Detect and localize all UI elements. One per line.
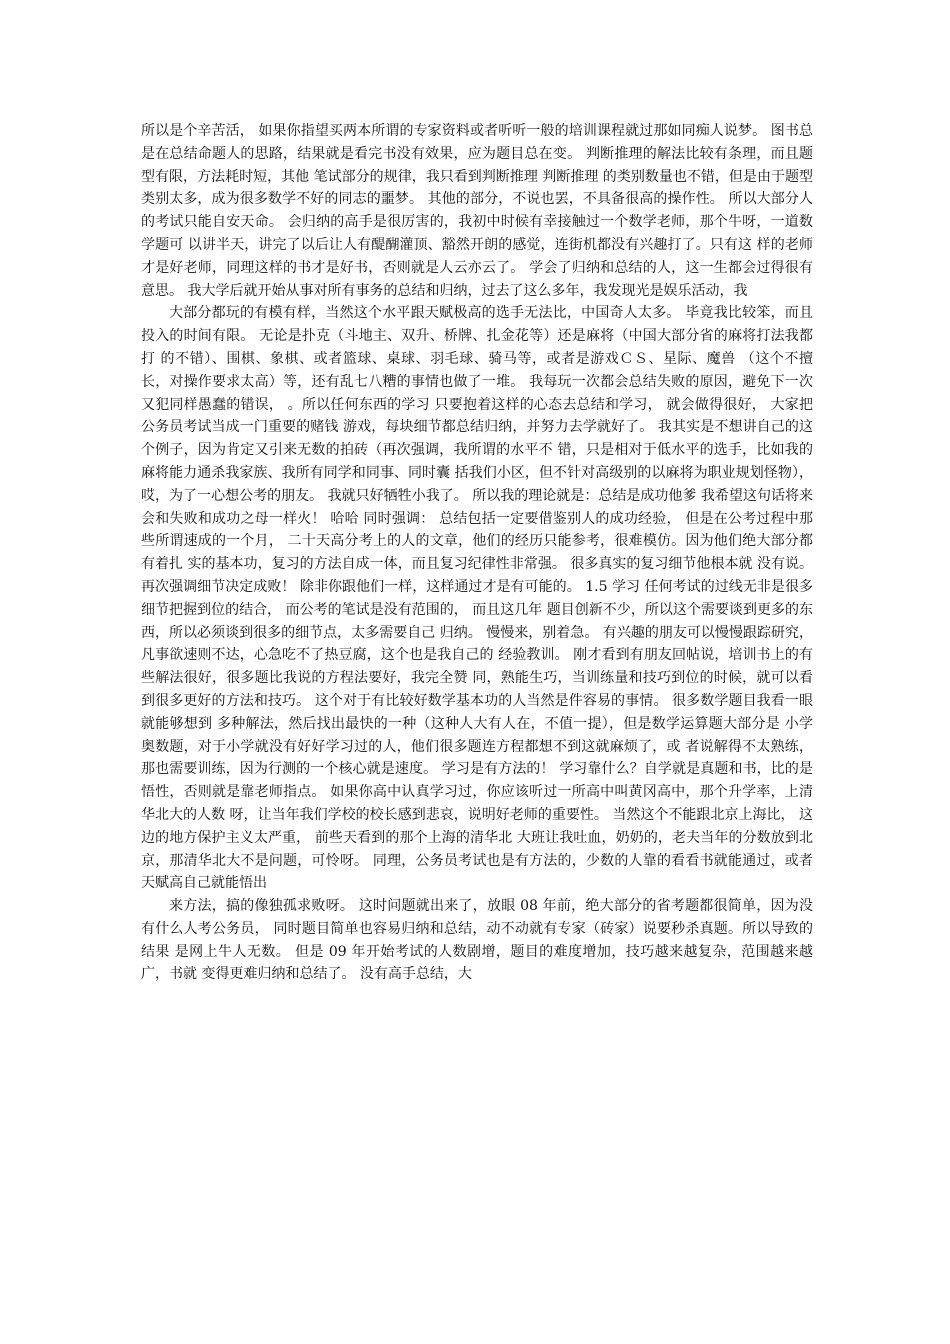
paragraph-1: 所以是个辛苦活， 如果你指望买两本所谓的专家资料或者听听一般的培训课程就过那如同痴人说梦。 图书总是在总结命题人的思路，结果就是看完书没有效果，应为题目总在变。 判断推理的解法比较有条理，而且题型有限，方法耗时短，其他 笔试部分的规律，我只看到判断推理 判断推理 的类别数量也不错，但是由于题型类别太多，成为很多数学不好的同志的噩梦。 其他的部分，不说也罢，不具备很高的操作性。 所以大部分人的考试只能自安天命。 会归纳的高手是很厉害的，我初中时候有幸接触过一个数学老师，那个牛呀，一道数学题可 以讲半天，讲完了以后让人有醍醐灌顶、豁然开朗的感觉，连街机都没有兴趣打了。只有这 样的老师才是好老师，同理这样的书才是好书，否则就是人云亦云了。 学会了归纳和总结的人，这一生都会过得很有意思。 我大学后就开始从事对所有事务的总结和归纳，过去了这么多年，我发现光是娱乐活动，我	[141, 123, 813, 299]
document-body	[141, 120, 813, 986]
paragraph-2: 大部分都玩的有模有样，当然这个水平跟天赋极高的选手无法比，中国奇人太多。 毕竟我比较笨，而且投入的时间有限。 无论是扑克（斗地主、双升、桥牌、扎金花等）还是麻将（中国大部分省的麻将打法我都打 的不错）、围棋、象棋、或者篮球、桌球、羽毛球、骑马等，或者是游戏ＣＳ、星际、魔兽 （这个不擅长，对操作要求太高）等，还有乱七八糟的事情也做了一堆。 我每玩一次都会总结失败的原因，避免下一次又犯同样愚蠢的错误， 。所以任何东西的学习 只要抱着这样的心态去总结和学习， 就会做得很好， 大家把公务员考试当成一门重要的赌钱 游戏，每块细节都总结归纳，并努力去学就好了。 我其实是不想讲自己的这个例子，因为肯定又引来无数的拍砖（再次强调，我所谓的水平不 错，只是相对于低水平的选手，比如我的麻将能力通杀我家族、我所有同学和同事、同时囊 括我们小区，但不针对高级别的以麻将为职业规划怪物），哎，为了一心想公考的朋友。 我就只好牺牲小我了。 所以我的理论就是：总结是成功他爹 我希望这句话将来会和失败和成功之母一样火！ 哈哈 同时强调： 总结包括一定要借鉴别人的成功经验， 但是在公考过程中那些所谓速成的一个月， 二十天高分考上的人的文章，他们的经历只能参考，很难模仿。因为他们绝大部分都有着扎 实的基本功，复习的方法自成一体，而且复习纪律性非常强。 很多真实的复习细节他根本就 没有说。 再次强调细节决定成败！ 除非你跟他们一样，这样通过才是有可能的。 1.5 学习 任何考试的过线无非是很多细节把握到位的结合， 而公考的笔试是没有范围的， 而且这几年 题目创新不少，所以这个需要谈到更多的东西，所以必须谈到很多的细节点，太多需要自己 归纳。 慢慢来，别着急。 有兴趣的朋友可以慢慢跟踪研究，凡事欲速则不达，心急吃不了热豆腐，这个也是我自己的 经验教训。 刚才看到有朋友回帖说，培训书上的有些解法很好，很多题比我说的方程法要好，我完全赞 同，熟能生巧，当训练量和技巧到位的时候，就可以看到很多更好的方法和技巧。 这个对于有比较好数学基本功的人当然是件容易的事情。 很多数学题目我看一眼就能够想到 多种解法，然后找出最快的一种（这种人大有人在，不值一提），但是数学运算题大部分是 小学奥数题，对于小学就没有好好学习过的人，他们很多题连方程都想不到这就麻烦了，或 者说解得不太熟练，那也需要训练，因为行测的一个核心就是速度。 学习是有方法的！ 学习靠什么？自学就是真题和书，比的是悟性，否则就是靠老师指点。 如果你高中认真学习过，你应该听过一所高中叫黄冈高中，那个升学率，上清华北大的人数 呀，让当年我们学校的校长感到悲哀，说明好老师的重要性。 当然这个不能跟北京上海比， 这边的地方保护主义太严重， 前些天看到的那个上海的清华北 大班让我吐血，奶奶的，老夫当年的分数放到北京，那清华北大不是问题，可怜呀。 同理，公务员考试也是有方法的，少数的人靠的看看书就能通过，或者天赋高自己就能悟出	[141, 305, 813, 892]
paragraph-3: 来方法，搞的像独孤求败呀。 这时问题就出来了，放眼 08 年前，绝大部分的省考题都很简单，因为没有什么人考公务员， 同时题目简单也容易归纳和总结，动不动就有专家（砖家）说要秒杀真题。所以导致的结果 是网上牛人无数。 但是 09 年开始考试的人数剧增，题目的难度增加，技巧越来越复杂，范围越来越广，书就 变得更难归纳和总结了。 没有高手总结，大	[141, 898, 813, 983]
